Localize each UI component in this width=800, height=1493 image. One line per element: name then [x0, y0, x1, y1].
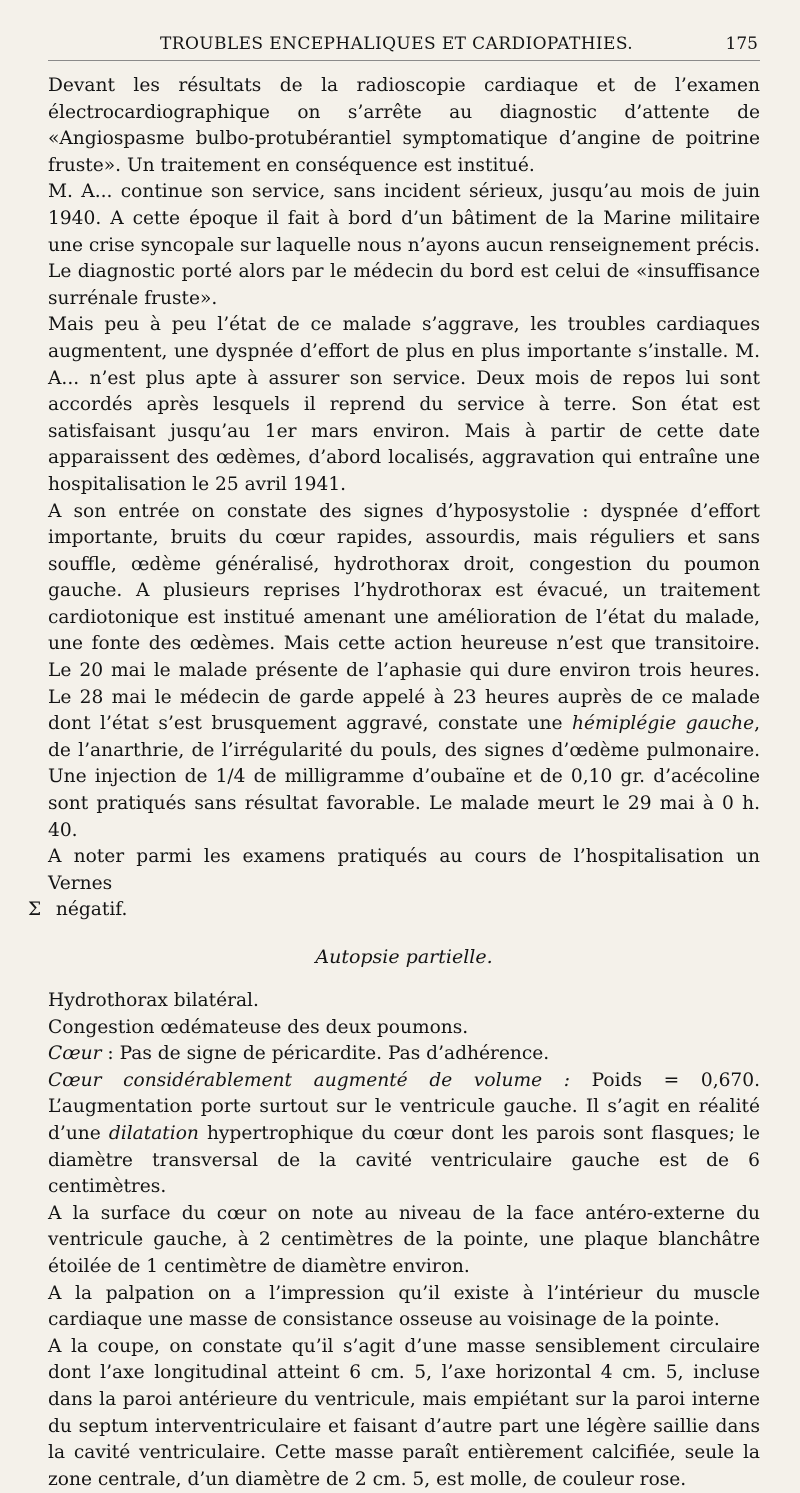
heart-text: : Pas de signe de péricardite. Pas d’adhérence.: [101, 1043, 550, 1065]
admission-text-a: A son entrée on constate des signes d’hyposystolie : dyspnée d’effort importante, bruits du cœur rapides, assourdis, mais réguliers et sans souffle, œdème généralisé, hydrothorax droit, congestion du poumon gauche. A plusieurs reprises l’hydrothorax est évacué, un traitement cardiotonique est institué amenant une amélioration de l’état du malade, une fonte des œdèmes. Mais cette action heureuse n’est que transitoire. Le 20 mai le malade présente de l’aphasie qui dure environ trois heures. Le 28 mai le médecin de garde appelé à 23 heures auprès de ce malade dont l’état s’est brusquement aggravé, constate une: [48, 500, 760, 735]
page-number: 175: [725, 34, 758, 54]
admission-text-b: , de l’anarthrie, de l’irrégularité du pouls, des signes d’œdème pulmonaire. Une injection de 1/4 de milligramme d’oubaïne et de 0,10 gr. d’acécoline sont pratiqués sans résultat favorable. Le malade meurt le 29 mai à 0 h. 40.: [48, 713, 760, 841]
paragraph-diagnosis: Devant les résultats de la radioscopie cardiaque et de l’examen électrocardiographique on s’arrête au diagnostic d’attente de «Angiospasme bulbo-protubérantiel symptomatique d’angine de poitrine fruste». Un traitement en conséquence est institué.: [48, 75, 760, 176]
paragraph-hospital-admission: [48, 499, 760, 845]
dilatation-term: dilatation: [108, 1122, 199, 1144]
sigma-symbol: Σ: [28, 899, 42, 921]
autopsy-palpation: A la palpation on a l’impression qu’il existe à l’intérieur du muscle cardiaque une masse de consistance osseuse au voisinage de la pointe.: [48, 1282, 760, 1331]
autopsy-surface: A la surface du cœur on note au niveau de la face antéro-externe du ventricule gauche, à 2 centimètres de la pointe, une plaque blanchâtre étoilée de 1 centimètre de diamètre environ.: [48, 1202, 760, 1277]
hemiplegia-term: hémiplégie gauche: [571, 713, 755, 735]
autopsy-heading: Autopsie partielle.: [315, 946, 493, 968]
paragraph-vernes-note: [28, 844, 760, 924]
vernes-text: A noter parmi les examens pratiqués au cours de l’hospitalisation un Vernes: [48, 846, 760, 894]
heart-label: Cœur: [48, 1043, 102, 1065]
autopsy-heart: [48, 1041, 760, 1068]
volume-text-b: hypertrophique du cœur dont les parois sont flasques; le diamètre transversal de la cavité ventriculaire gauche est de 6 centimètres.: [48, 1122, 760, 1198]
vernes-end: négatif.: [55, 899, 128, 921]
autopsy-volume: [48, 1068, 760, 1201]
paragraph-syncope: M. A... continue son service, sans incident sérieux, jusqu’au mois de juin 1940. A cette époque il fait à bord d’un bâtiment de la Marine militaire une crise syncopale sur laquelle nous n’ayons aucun renseignement précis. Le diagnostic porté alors par le médecin du bord est celui de «insuffisance surrénale fruste».: [48, 181, 760, 309]
autopsy-congestion: Congestion œdémateuse des deux poumons.: [48, 1016, 469, 1038]
volume-text-a: Poids = 0,670. L’augmentation porte surtout sur le ventricule gauche. Il s’agit en réalité d’une: [48, 1069, 761, 1144]
running-head: [48, 32, 760, 61]
volume-label: Cœur considérablement augmenté de volume :: [48, 1069, 571, 1091]
autopsy-hydrothorax: Hydrothorax bilatéral.: [48, 990, 259, 1011]
autopsy-section: A la coupe, on constate qu’il s’agit d’une masse sensiblement circulaire dont l’axe longitudinal atteint 6 cm. 5, l’axe horizontal 4 cm. 5, incluse dans la paroi antérieure du ventricule, mais empiétant sur la paroi interne du septum interventriculaire et faisant d’autre part une légère saillie dans la cavité ventriculaire. Cette masse paraît entièrement calcifiée, seule la zone centrale, d’un diamètre de 2 cm. 5, est molle, de couleur rose.: [48, 1335, 760, 1490]
paragraph-aggravation: Mais peu à peu l’état de ce malade s’aggrave, les troubles cardiaques augmentent, une dyspnée d’effort de plus en plus importante s’installe. M. A... n’est plus apte à assurer son service. Deux mois de repos lui sont accordés après lesquels il reprend du service à terre. Son état est satisfaisant jusqu’au 1er mars environ. Mais à partir de cette date apparaissent des œdèmes, d’abord localisés, aggravation qui entraîne une hospitalisation le 25 avril 1941.: [48, 314, 760, 495]
running-title: TROUBLES ENCEPHALIQUES ET CARDIOPATHIES.: [160, 34, 634, 54]
